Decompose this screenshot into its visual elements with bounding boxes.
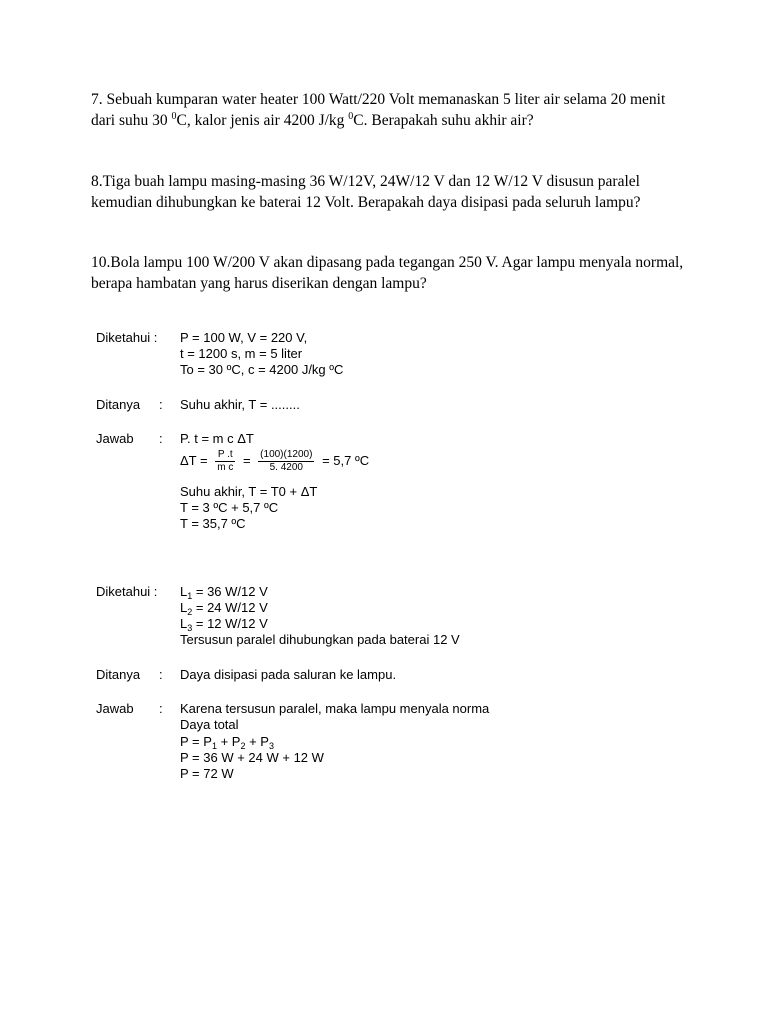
known-row: To = 30 ºC, c = 4200 J/kg ºC — [180, 362, 344, 377]
jawab-label: Jawab — [96, 431, 134, 446]
answer-step: T = 35,7 ºC — [180, 516, 246, 531]
colon: : — [159, 667, 163, 682]
question-7: 7. Sebuah kumparan water heater 100 Watt/220 Volt memanaskan 5 liter air selama 20 menit dari suhu 30 $^0$C, kalor jenis air 4200 J/kg $^0$C. Berapakah suhu akhir air? — [91, 91, 666, 129]
question-8: 8.Tiga buah lampu masing-masing 36 W/12V, 24W/12 V dan 12 W/12 V disusun paralel kemudian dihubungkan ke baterai 12 Volt. Berapakah daya disipasi pada seluruh lampu? — [91, 173, 641, 211]
question-10: 10.Bola lampu 100 W/200 V akan dipasang pada tegangan 250 V. Agar lampu menyala normal, berapa hambatan yang harus diserikan dengan lampu? — [91, 254, 684, 292]
known-row: P = 100 W, V = 220 V, — [180, 330, 308, 345]
ditanya-label: Ditanya — [96, 667, 141, 682]
answer-step: Suhu akhir, T = T0 + ΔT — [180, 484, 318, 499]
answer-step: P = 72 W — [180, 766, 234, 781]
colon: : — [159, 701, 163, 716]
answer-step: T = 3 ºC + 5,7 ºC — [180, 500, 279, 515]
delta-t-formula: ΔT = $\frac{P .t}{\text{m c}}$ = $\frac{(100)(1200)}{5. 4200}$ = 5,7 ºC — [180, 449, 370, 473]
ditanya-value: Suhu akhir, T = ........ — [180, 397, 300, 412]
answer-step: P = 36 W + 24 W + 12 W — [180, 750, 324, 765]
ditanya-value: Daya disipasi pada saluran ke lampu. — [180, 667, 397, 682]
jawab-label: Jawab — [96, 701, 134, 716]
known-row: $L_1 = 36$ W/12 V — [180, 584, 268, 601]
known-row: t = 1200 s, m = 5 liter — [180, 346, 303, 361]
colon: : — [159, 431, 163, 446]
known-row: $L_3 = 12$ W/12 V — [180, 616, 268, 633]
answer-step: P. t = m c ΔT — [180, 431, 254, 446]
colon: : — [159, 397, 163, 412]
diketahui-label: Diketahui : — [96, 330, 158, 345]
known-row: $L_2 = 24$ W/12 V — [180, 600, 268, 617]
fraction: $\frac{(100)(1200)}{5. 4200}$ — [260, 449, 313, 473]
answer-step: Daya total — [180, 717, 239, 732]
known-row: Tersusun paralel dihubungkan pada baterai 12 V — [180, 632, 460, 647]
ditanya-label: Ditanya — [96, 397, 141, 412]
diketahui-label: Diketahui : — [96, 584, 158, 599]
answer-step: Karena tersusun paralel, maka lampu menyala norma — [180, 701, 490, 716]
answer-step: $P = P_1 + P_2 + P_3$ — [180, 734, 274, 751]
fraction: $\frac{P .t}{\text{m c}}$ — [217, 449, 234, 473]
